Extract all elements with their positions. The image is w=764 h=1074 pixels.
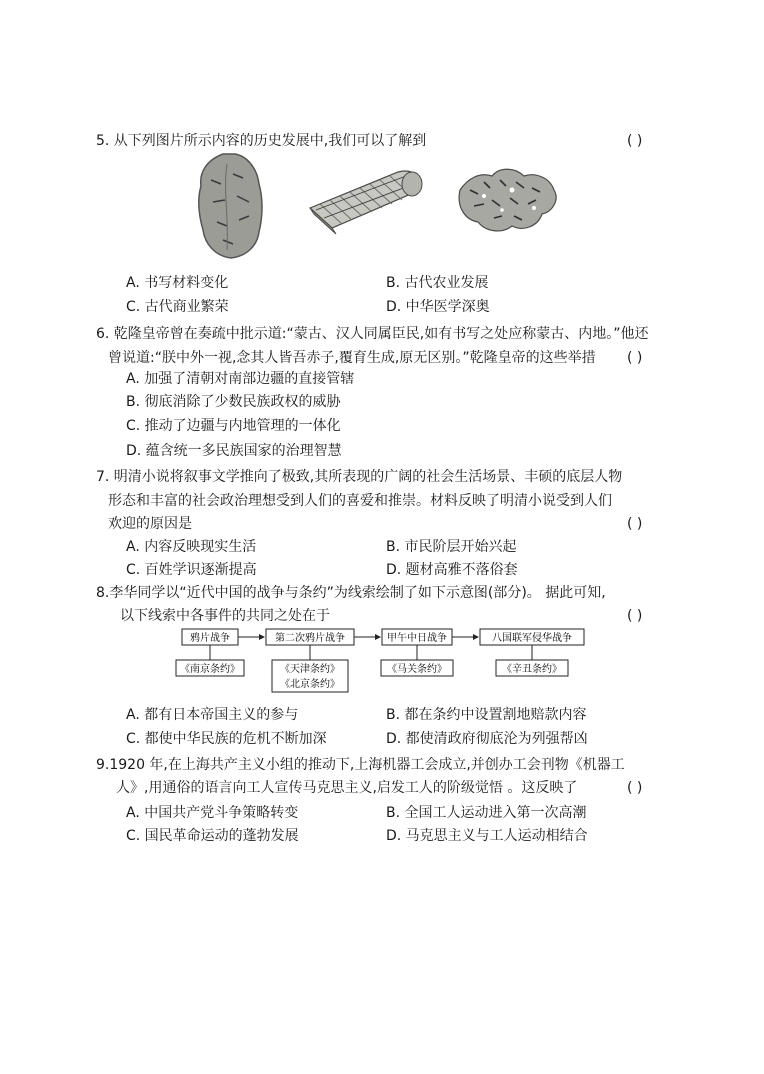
q7-option-d[interactable]: D. 题材高雅不落俗套 (386, 562, 518, 578)
q6-option-d[interactable]: D. 蕴含统一多民族国家的治理智慧 (126, 443, 342, 459)
q8-option-b[interactable]: B. 都在条约中设置割地赔款内容 (386, 707, 587, 723)
q9-answer-paren: ( ) (627, 780, 643, 796)
q5-stem: 5. 从下列图片所示内容的历史发展中,我们可以了解到 (96, 133, 427, 149)
bamboo-slips-icon (302, 162, 430, 242)
q5-option-a[interactable]: A. 书写材料变化 (126, 275, 229, 291)
treaty-label: 《北京条约》 (280, 679, 340, 690)
q9-stem-line1: 9.1920 年,在上海共产主义小组的推动下,上海机器工会成立,并创办工会刊物《机器工 (96, 757, 625, 773)
treaty-label: 《辛丑条约》 (502, 664, 562, 675)
treaty-box-tianjin-beijing (272, 660, 348, 692)
q9-stem-line2: 人》,用通俗的语言向工人宣传马克思主义,启发工人的阶级觉悟 。这反映了 (116, 780, 578, 796)
q5-option-c[interactable]: C. 古代商业繁荣 (126, 299, 229, 315)
q7-stem-line2: 形态和丰富的社会政治理想受到人们的喜爱和推崇。材料反映了明清小说受到人们 (108, 493, 612, 509)
q9-option-a[interactable]: A. 中国共产党斗争策略转变 (126, 805, 299, 821)
war-label: 甲午中日战争 (387, 633, 447, 644)
treaty-box-shimonoseki (381, 660, 453, 676)
q5-answer-paren: ( ) (627, 133, 643, 149)
treaty-label: 《南京条约》 (180, 664, 240, 675)
q7-stem-line1: 7. 明清小说将叙事文学推向了极致,其所表现的广阔的社会生活场景、丰硕的底层人物 (96, 469, 623, 485)
treaty-label: 《天津条约》 (280, 664, 340, 675)
q7-option-b[interactable]: B. 市民阶层开始兴起 (386, 539, 517, 555)
q9-option-d[interactable]: D. 马克思主义与工人运动相结合 (386, 828, 588, 844)
paper-fragment-icon (454, 160, 564, 240)
q5-option-b[interactable]: B. 古代农业发展 (386, 275, 489, 291)
q8-stem-line2: 以下线索中各事件的共同之处在于 (120, 608, 330, 624)
q9-option-c[interactable]: C. 国民革命运动的蓬勃发展 (126, 828, 299, 844)
q8-stem-line1: 8.李华同学以“近代中国的战争与条约”为线索绘制了如下示意图(部分)。 据此可知, (96, 585, 606, 601)
q6-option-a[interactable]: A. 加强了清朝对南部边疆的直接管辖 (126, 371, 355, 387)
q8-option-a[interactable]: A. 都有日本帝国主义的参与 (126, 707, 299, 723)
war-box-eight-nation-alliance (480, 629, 584, 645)
q6-answer-paren: ( ) (627, 350, 643, 366)
q7-option-c[interactable]: C. 百姓学识逐渐提高 (126, 562, 257, 578)
q7-answer-paren: ( ) (627, 516, 643, 532)
treaty-label: 《马关条约》 (387, 664, 447, 675)
treaty-box-boxer-protocol (496, 660, 568, 676)
q8-option-d[interactable]: D. 都使清政府彻底沦为列强帮凶 (386, 731, 588, 747)
war-label: 鸦片战争 (190, 633, 230, 644)
war-box-second-opium-war (266, 629, 354, 645)
q6-stem-line2: 曾说道:“朕中外一视,念其人皆吾赤子,覆育生成,原无区别。”乾隆皇帝的这些举措 (108, 350, 596, 366)
q6-stem-line1: 6. 乾隆皇帝曾在奏疏中批示道:“蒙古、汉人同属臣民,如有书写之处应称蒙古、内地。”他还 (96, 326, 649, 342)
q8-option-c[interactable]: C. 都使中华民族的危机不断加深 (126, 731, 327, 747)
q6-option-c[interactable]: C. 推动了边疆与内地管理的一体化 (126, 418, 341, 434)
war-box-opium-war (182, 629, 238, 645)
q7-stem-line3: 欢迎的原因是 (108, 516, 192, 532)
q8-answer-paren: ( ) (627, 608, 643, 624)
war-label: 八国联军侵华战争 (492, 633, 572, 644)
q7-option-a[interactable]: A. 内容反映现实生活 (126, 539, 257, 555)
war-label: 第二次鸦片战争 (275, 633, 345, 644)
q5-option-d[interactable]: D. 中华医学深奥 (386, 299, 490, 315)
oracle-bone-icon (193, 150, 269, 262)
war-treaty-flow-diagram (170, 626, 590, 698)
treaty-box-nanjing (176, 660, 244, 676)
q9-option-b[interactable]: B. 全国工人运动进入第一次高潮 (386, 805, 587, 821)
war-box-sino-japanese-war (382, 629, 452, 645)
q6-option-b[interactable]: B. 彻底消除了少数民族政权的威胁 (126, 394, 341, 410)
